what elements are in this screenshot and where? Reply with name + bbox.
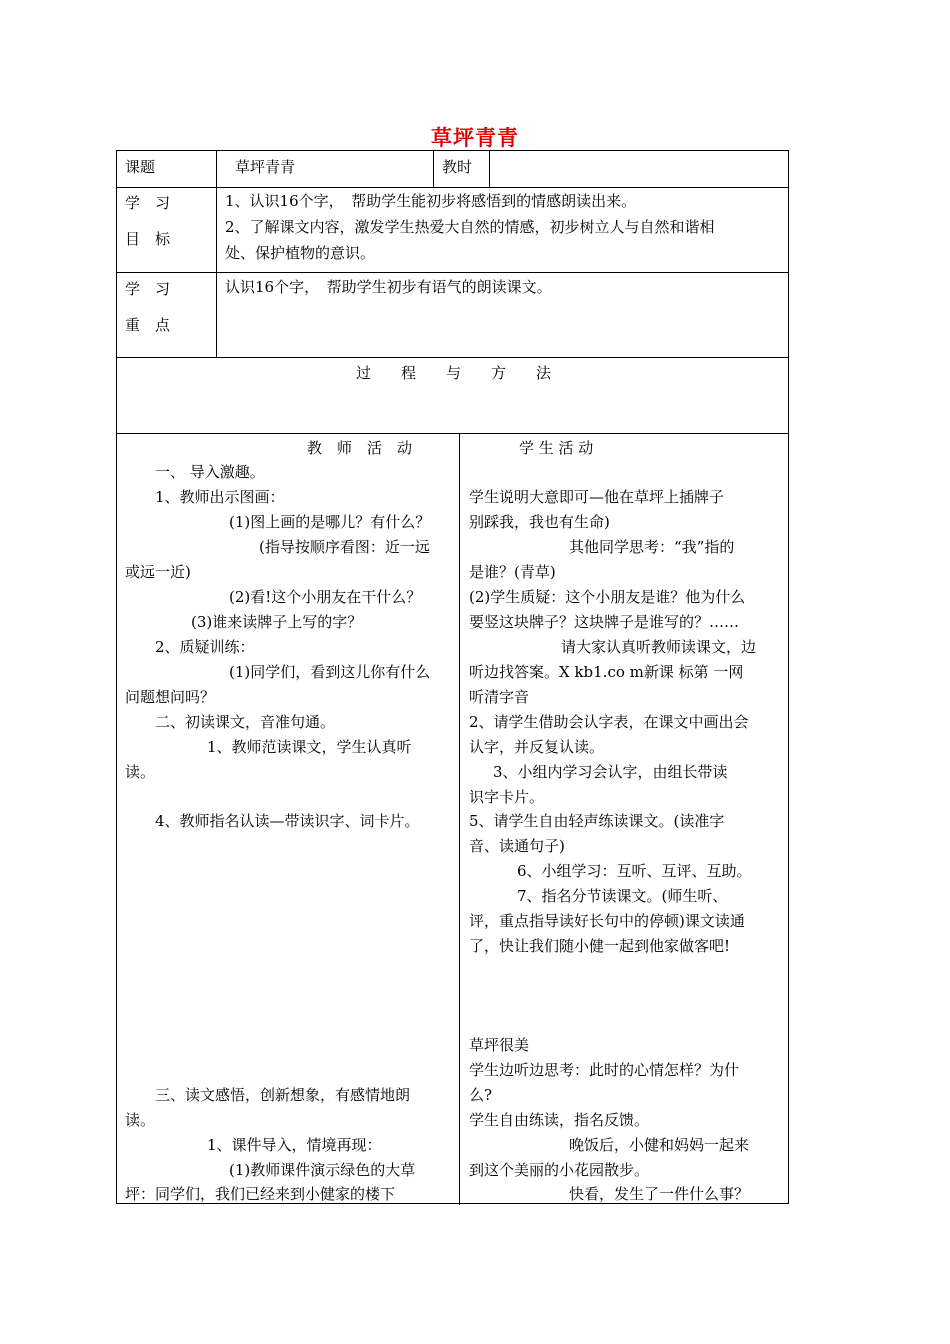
teacher-line: (3)谁来读牌子上写的字？ <box>191 613 363 631</box>
student-line: 5、请学生自由轻声练读课文。(读准字 <box>469 812 725 830</box>
row-divider <box>117 357 788 358</box>
teacher-line: 读。 <box>125 1111 156 1129</box>
student-line: 听边找答案。X kb1.co m新课 标第 一网 <box>469 663 744 681</box>
focus-label-1: 学 习 <box>125 280 171 298</box>
student-line: 学生边听边思考：此时的心情怎样？为什 <box>469 1061 740 1079</box>
topic-label: 课题 <box>125 158 156 176</box>
teacher-line: 三、读文感悟，创新想象，有感情地朗 <box>155 1086 411 1104</box>
teacher-line: 问题想问吗？ <box>125 688 216 706</box>
student-line: 认字，并反复认读。 <box>469 738 605 756</box>
teacher-line: 1、课件导入，情境再现： <box>207 1136 382 1154</box>
student-line: 2、请学生借助会认字表，在课文中画出会 <box>469 713 749 731</box>
focus-text: 认识16个字， 帮助学生初步有语气的朗读课文。 <box>225 278 552 296</box>
goals-line-3: 处、保护植物的意识。 <box>225 244 376 262</box>
student-line: 晚饭后，小健和妈妈一起来 <box>569 1136 750 1154</box>
teacher-line: (1)同学们，看到这儿你有什么 <box>229 663 431 681</box>
student-line: 学生说明大意即可—他在草坪上插牌子 <box>469 488 725 506</box>
student-line: 其他同学思考：“我”指的 <box>569 538 735 556</box>
goals-label-2: 目 标 <box>125 230 171 248</box>
teacher-line: (1)图上画的是哪儿？有什么？ <box>229 513 431 531</box>
teacher-line: 读。 <box>125 763 156 781</box>
goals-line-1: 1、认识16个字， 帮助学生能初步将感悟到的情感朗读出来。 <box>225 192 637 210</box>
student-line: 请大家认真听教师读课文，边 <box>561 638 757 656</box>
student-line: 学生自由练读，指名反馈。 <box>469 1111 650 1129</box>
lesson-plan-table <box>116 150 789 1204</box>
row-divider <box>117 187 788 188</box>
teacher-line: 1、教师范读课文，学生认真听 <box>207 738 412 756</box>
page-title: 草坪青青 <box>431 125 519 150</box>
student-line: 7、指名分节读课文。(师生听、 <box>517 887 728 905</box>
student-line: 评，重点指导读好长句中的停顿)课文读通 <box>469 912 745 930</box>
teacher-line: 1、教师出示图画： <box>155 488 285 506</box>
row-divider <box>117 433 788 434</box>
student-line: 是谁？(青草) <box>469 563 556 581</box>
topic-value: 草坪青青 <box>235 158 296 176</box>
column-divider <box>489 151 490 187</box>
teacher-line: (1)教师课件演示绿色的大草 <box>229 1161 416 1179</box>
teacher-line: 2、质疑训练： <box>155 638 255 656</box>
student-line: 识字卡片。 <box>469 788 545 806</box>
student-line: 别踩我，我也有生命) <box>469 513 610 531</box>
teacher-line: 坪：同学们，我们已经来到小健家的楼下 <box>125 1185 396 1203</box>
teacher-line: (2)看!这个小朋友在干什么？ <box>229 588 422 606</box>
student-line: (2)学生质疑：这个小朋友是谁？他为什么 <box>469 588 746 606</box>
teacher-line: 一、 导入激趣。 <box>155 463 265 481</box>
student-column-header: 学 生 活 动 <box>519 439 594 457</box>
student-line: 要竖这块牌子？这块牌子是谁写的？…… <box>469 613 740 631</box>
process-header: 过 程 与 方 法 <box>355 364 551 382</box>
teacher-line: (指导按顺序看图：近一远 <box>259 538 430 556</box>
student-line: 快看，发生了一件什么事？ <box>569 1185 750 1203</box>
teacher-column-header: 教 师 活 动 <box>307 439 413 457</box>
student-line: 了，快让我们随小健一起到他家做客吧! <box>469 937 731 955</box>
column-divider <box>433 151 434 187</box>
student-line: 到这个美丽的小花园散步。 <box>469 1161 650 1179</box>
student-line: 草坪很美 <box>469 1036 530 1054</box>
student-line: 音、读通句子) <box>469 837 565 855</box>
student-line: 听清字音 <box>469 688 530 706</box>
hours-label: 教时 <box>442 158 473 176</box>
goals-line-2: 2、了解课文内容，激发学生热爱大自然的情感，初步树立人与自然和谐相 <box>225 218 715 236</box>
student-line: 么? <box>469 1086 493 1104</box>
teacher-line: 二、初读课文，音准句通。 <box>155 713 336 731</box>
goals-label-1: 学 习 <box>125 194 171 212</box>
student-line: 6、小组学习：互听、互评、互助。 <box>517 862 752 880</box>
teacher-line: 4、教师指名认读—带读识字、词卡片。 <box>155 812 420 830</box>
column-divider <box>459 433 460 1205</box>
focus-label-2: 重 点 <box>125 316 171 334</box>
row-divider <box>117 272 788 273</box>
teacher-line: 或远一近) <box>125 563 191 581</box>
student-line: 3、小组内学习会认字，由组长带读 <box>493 763 728 781</box>
column-divider <box>216 151 217 357</box>
